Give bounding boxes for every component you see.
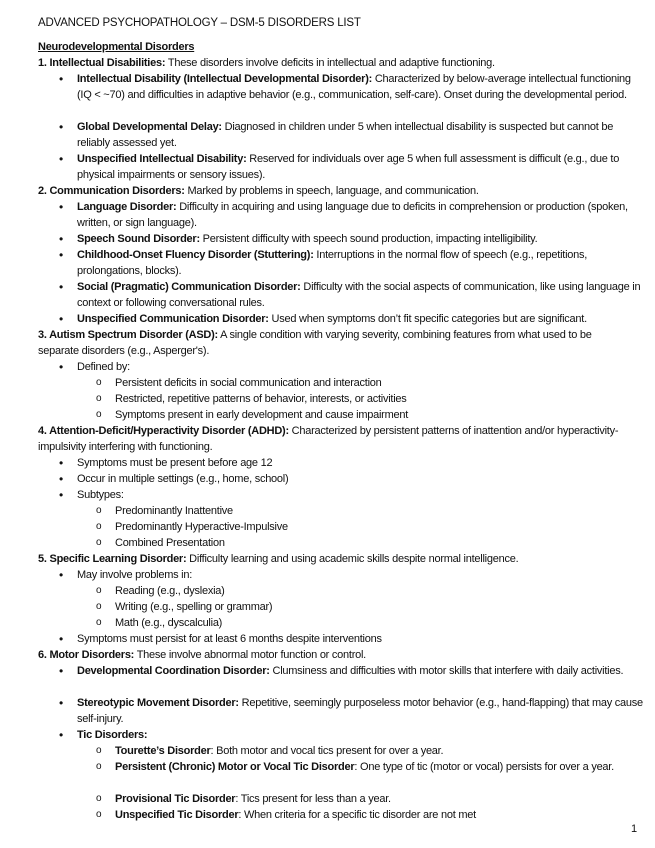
sub-list-item: o Predominantly Hyperactive-Impulsive <box>115 519 635 535</box>
list-item: • May involve problems in: <box>77 567 643 583</box>
list-item: • Social (Pragmatic) Communication Disorder: Difficulty with the social aspects of communication, like using language in context or following conversational rules. <box>77 279 643 311</box>
sub-list-item: o Math (e.g., dyscalculia) <box>115 615 635 631</box>
heading-communication-disorders: 2. Communication Disorders: Marked by problems in speech, language, and communication. <box>38 185 479 197</box>
sub-list-item: o Provisional Tic Disorder: Tics present for less than a year. <box>115 791 635 807</box>
heading-intellectual-disabilities: 1. Intellectual Disabilities: These disorders involve deficits in intellectual and adaptive functioning. <box>38 57 495 69</box>
list-item: • Unspecified Intellectual Disability: Reserved for individuals over age 5 when full assessment is difficult (e.g., due to physical impairments or sensory issues). <box>77 151 643 183</box>
sub-list-item: o Tourette’s Disorder: Both motor and vocal tics present for over a year. <box>115 743 635 759</box>
sub-list-item: o Reading (e.g., dyslexia) <box>115 583 635 599</box>
list-item: • Tic Disorders: <box>77 727 643 743</box>
heading-motor-disorders: 6. Motor Disorders: These involve abnormal motor function or control. <box>38 649 366 661</box>
section-heading: Neurodevelopmental Disorders <box>38 41 195 53</box>
document-title: ADVANCED PSYCHOPATHOLOGY – DSM-5 DISORDERS LIST <box>38 17 361 29</box>
sub-list-item: o Combined Presentation <box>115 535 635 551</box>
list-item: • Childhood-Onset Fluency Disorder (Stuttering): Interruptions in the normal flow of speech (e.g., repetitions, prolongations, blocks). <box>77 247 643 279</box>
list-item: • Stereotypic Movement Disorder: Repetitive, seemingly purposeless motor behavior (e.g., hand-flapping) that may cause self-injury. <box>77 695 643 727</box>
list-item: • Speech Sound Disorder: Persistent difficulty with speech sound production, impacting intelligibility. <box>77 231 643 247</box>
list-item: • Unspecified Communication Disorder: Used when symptoms don’t fit specific categories but are significant. <box>77 311 643 327</box>
list-item: • Symptoms must be present before age 12 <box>77 455 643 471</box>
list-item: • Intellectual Disability (Intellectual Developmental Disorder): Characterized by below-average intellectual functioning (IQ < ~70) and difficulties in adaptive behavior (e.g., communication, self-care). Onset during the developmental period. <box>77 71 643 103</box>
sub-list-item: o Unspecified Tic Disorder: When criteria for a specific tic disorder are not met <box>115 807 635 823</box>
sub-list-item: o Persistent (Chronic) Motor or Vocal Tic Disorder: One type of tic (motor or vocal) persists for over a year. <box>115 759 635 775</box>
list-item: • Symptoms must persist for at least 6 months despite interventions <box>77 631 643 647</box>
heading-specific-learning: 5. Specific Learning Disorder: Difficulty learning and using academic skills despite normal intelligence. <box>38 553 519 565</box>
sub-list-item: o Persistent deficits in social communication and interaction <box>115 375 635 391</box>
sub-list-item: o Writing (e.g., spelling or grammar) <box>115 599 635 615</box>
list-item: • Language Disorder: Difficulty in acquiring and using language due to deficits in comprehension or production (spoken, written, or sign language). <box>77 199 643 231</box>
heading-adhd: 4. Attention-Deficit/Hyperactivity Disorder (ADHD): Characterized by persistent patterns of inattention and/or hyperactivity-impulsivity interfering with functioning. <box>38 425 619 453</box>
sub-list-item: o Symptoms present in early development and cause impairment <box>115 407 635 423</box>
list-item: • Developmental Coordination Disorder: Clumsiness and difficulties with motor skills that interfere with daily activities. <box>77 663 643 679</box>
list-item: • Subtypes: <box>77 487 643 503</box>
page-number: 1 <box>631 823 637 835</box>
sub-list-item: o Predominantly Inattentive <box>115 503 635 519</box>
list-item: • Defined by: <box>77 359 643 375</box>
heading-autism-spectrum: 3. Autism Spectrum Disorder (ASD): A single condition with varying severity, combining features from what used to be separate disorders (e.g., Asperger's). <box>38 329 592 357</box>
list-item: • Global Developmental Delay: Diagnosed in children under 5 when intellectual disability is suspected but cannot be reliably assessed yet. <box>77 119 643 151</box>
sub-list-item: o Restricted, repetitive patterns of behavior, interests, or activities <box>115 391 635 407</box>
list-item: • Occur in multiple settings (e.g., home, school) <box>77 471 643 487</box>
